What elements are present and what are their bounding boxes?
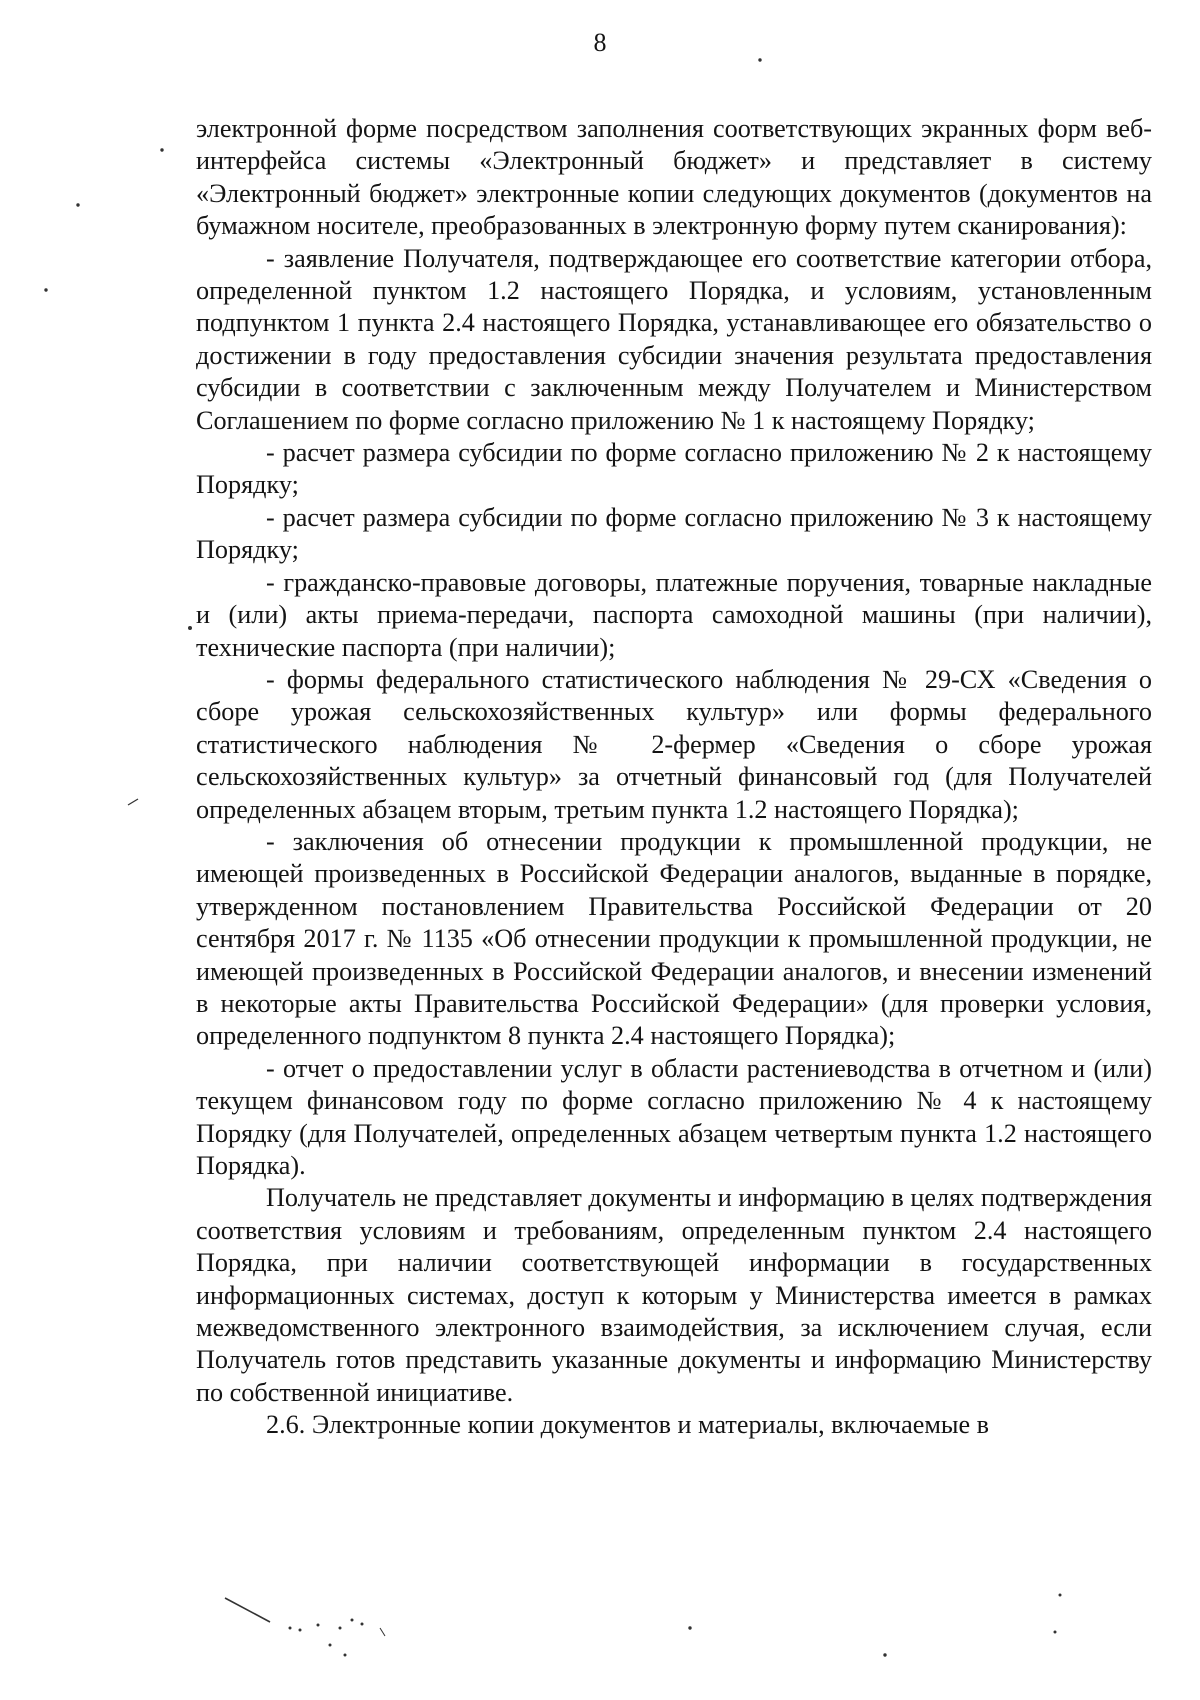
- paragraph-continuation: электронной форме посредством заполнения соответствующих экранных форм веб-интерфейса системы «Электронный бюджет» и представляет в систему «Электронный бюджет» электронные копии следующих документов (документов на бумажном носителе, преобразованных в электронную форму путем сканирования):: [196, 114, 1152, 241]
- document-body: [196, 113, 1152, 1442]
- list-item-calculation-3: - расчет размера субсидии по форме согласно приложению № 3 к настоящему Порядку;: [196, 502, 1152, 565]
- list-item-conclusions: - заключения об отнесении продукции к промышленной продукции, не имеющей произведенных в Российской Федерации аналогов, выданные в порядке, утвержденном постановлением Правительства Российской Федерации от 20 сентября 2017 г. № 1135 «Об отнесении продукции к промышленной продукции, не имеющей произведенных в Российской Федерации аналогов, и внесении изменений в некоторые акты Правительства Российской Федерации» (для проверки условия, определенного подпунктом 8 пункта 2.4 настоящего Порядка);: [196, 826, 1152, 1051]
- list-item-application: - заявление Получателя, подтверждающее его соответствие категории отбора, определенной пунктом 1.2 настоящего Порядка, и условиям, установленным подпунктом 1 пункта 2.4 настоящего Порядка, устанавливающее его обязательство о достижении в году предоставления субсидии значения результата предоставления субсидии в соответствии с заключенным между Получателем и Министерством Соглашением по форме согласно приложению № 1 к настоящему Порядку;: [196, 243, 1152, 435]
- list-item-calculation-2: - расчет размера субсидии по форме согласно приложению № 2 к настоящему Порядку;: [196, 438, 1152, 500]
- list-item-report: - отчет о предоставлении услуг в области растениеводства в отчетном и (или) текущем финансовом году по форме согласно приложению № 4 к настоящему Порядку (для Получателей, определенных абзацем четвертым пункта 1.2 настоящего Порядка).: [196, 1053, 1152, 1180]
- list-item-contracts: - гражданско-правовые договоры, платежные поручения, товарные накладные и (или) акты приема-передачи, паспорта самоходной машины (при наличии), технические паспорта (при наличии);: [196, 567, 1152, 662]
- page-number: 8: [593, 28, 607, 57]
- paragraph-recipient: Получатель не представляет документы и информацию в целях подтверждения соответствия условиям и требованиям, определенным пунктом 2.4 настоящего Порядка, при наличии соответствующей информации в государственных информационных системах, доступ к которым у Министерства имеется в рамках межведомственного электронного взаимодействия, за исключением случая, если Получатель готов представить указанные документы и информацию Министерству по собственной инициативе.: [196, 1183, 1152, 1407]
- paragraph-section-2-6: 2.6. Электронные копии документов и материалы, включаемые в: [266, 1410, 990, 1440]
- list-item-statistical-forms: - формы федерального статистического наблюдения № 29-СХ «Сведения о сборе урожая сельскохозяйственных культур» или формы федерального статистического наблюдения № 2-фермер «Сведения о сборе урожая сельскохозяйственных культур» за отчетный финансовый год (для Получателей определенных абзацем вторым, третьим пункта 1.2 настоящего Порядка);: [196, 664, 1152, 824]
